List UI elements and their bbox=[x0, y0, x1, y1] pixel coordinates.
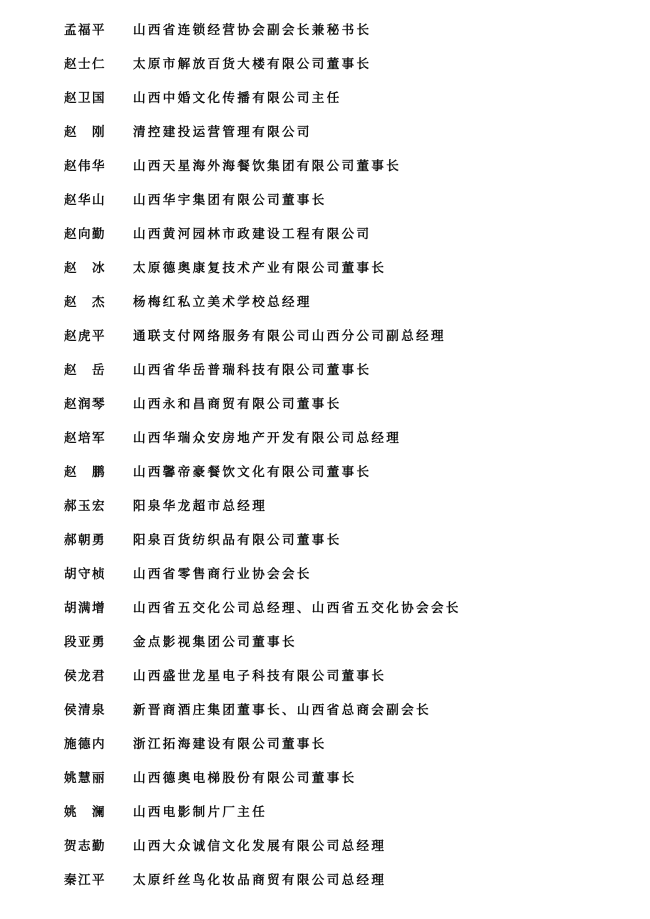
person-title: 山西黄河园林市政建设工程有限公司 bbox=[133, 226, 372, 241]
list-item bbox=[0, 324, 650, 348]
list-item bbox=[0, 766, 650, 790]
person-name: 赵虎平 bbox=[64, 328, 107, 343]
list-item bbox=[0, 18, 650, 42]
person-title: 山西省华岳普瑞科技有限公司董事长 bbox=[133, 362, 372, 377]
person-name: 姚慧丽 bbox=[64, 770, 107, 785]
list-item bbox=[0, 528, 650, 552]
person-name: 赵 鹏 bbox=[64, 464, 107, 479]
person-title: 山西电影制片厂主任 bbox=[133, 804, 268, 819]
person-title: 山西华宇集团有限公司董事长 bbox=[133, 192, 327, 207]
list-item bbox=[0, 120, 650, 144]
list-item bbox=[0, 494, 650, 518]
person-name: 赵士仁 bbox=[64, 56, 107, 71]
person-name: 赵向勤 bbox=[64, 226, 107, 241]
list-item bbox=[0, 290, 650, 314]
person-name: 赵培军 bbox=[64, 430, 107, 445]
person-title: 山西省零售商行业协会会长 bbox=[133, 566, 312, 581]
person-title: 山西盛世龙星电子科技有限公司董事长 bbox=[133, 668, 387, 683]
list-item bbox=[0, 256, 650, 280]
person-title: 山西华瑞众安房地产开发有限公司总经理 bbox=[133, 430, 402, 445]
person-name: 胡守桢 bbox=[64, 566, 107, 581]
person-title: 山西大众诚信文化发展有限公司总经理 bbox=[133, 838, 387, 853]
person-name: 施德内 bbox=[64, 736, 107, 751]
person-name: 孟福平 bbox=[64, 22, 107, 37]
person-title: 太原市解放百货大楼有限公司董事长 bbox=[133, 56, 372, 71]
person-name: 贺志勤 bbox=[64, 838, 107, 853]
person-title: 杨梅红私立美术学校总经理 bbox=[133, 294, 312, 309]
list-item bbox=[0, 834, 650, 858]
list-item bbox=[0, 868, 650, 892]
list-item bbox=[0, 222, 650, 246]
person-name: 赵伟华 bbox=[64, 158, 107, 173]
list-item bbox=[0, 698, 650, 722]
person-name: 秦江平 bbox=[64, 872, 107, 887]
person-name: 郝朝勇 bbox=[64, 532, 107, 547]
person-name: 姚 澜 bbox=[64, 804, 107, 819]
person-title: 阳泉百货纺织品有限公司董事长 bbox=[133, 532, 342, 547]
list-item bbox=[0, 460, 650, 484]
list-item bbox=[0, 800, 650, 824]
list-item bbox=[0, 664, 650, 688]
person-name: 侯龙君 bbox=[64, 668, 107, 683]
person-title: 新晋商酒庄集团董事长、山西省总商会副会长 bbox=[133, 702, 432, 717]
person-name: 胡满增 bbox=[64, 600, 107, 615]
person-name: 赵 岳 bbox=[64, 362, 107, 377]
person-title: 浙江拓海建设有限公司董事长 bbox=[133, 736, 327, 751]
person-name: 赵润琴 bbox=[64, 396, 107, 411]
list-item bbox=[0, 596, 650, 620]
person-title: 阳泉华龙超市总经理 bbox=[133, 498, 268, 513]
list-item bbox=[0, 630, 650, 654]
person-title: 山西天星海外海餐饮集团有限公司董事长 bbox=[133, 158, 402, 173]
list-item bbox=[0, 426, 650, 450]
person-title: 山西省五交化公司总经理、山西省五交化协会会长 bbox=[133, 600, 461, 615]
person-title: 山西省连锁经营协会副会长兼秘书长 bbox=[133, 22, 372, 37]
list-item bbox=[0, 154, 650, 178]
person-name: 赵卫国 bbox=[64, 90, 107, 105]
person-name: 赵 冰 bbox=[64, 260, 107, 275]
person-name: 郝玉宏 bbox=[64, 498, 107, 513]
person-name: 段亚勇 bbox=[64, 634, 107, 649]
list-item bbox=[0, 52, 650, 76]
person-title: 金点影视集团公司董事长 bbox=[133, 634, 297, 649]
person-name: 赵 杰 bbox=[64, 294, 107, 309]
person-title: 通联支付网络服务有限公司山西分公司副总经理 bbox=[133, 328, 446, 343]
list-item bbox=[0, 732, 650, 756]
list-item bbox=[0, 86, 650, 110]
person-title: 太原纤丝鸟化妆品商贸有限公司总经理 bbox=[133, 872, 387, 887]
list-item bbox=[0, 188, 650, 212]
person-title: 山西馨帝豪餐饮文化有限公司董事长 bbox=[133, 464, 372, 479]
person-name: 赵 刚 bbox=[64, 124, 107, 139]
person-title: 山西中婚文化传播有限公司主任 bbox=[133, 90, 342, 105]
person-title: 太原德奥康复技术产业有限公司董事长 bbox=[133, 260, 387, 275]
person-title: 清控建投运营管理有限公司 bbox=[133, 124, 312, 139]
person-title: 山西永和昌商贸有限公司董事长 bbox=[133, 396, 342, 411]
person-name: 侯清泉 bbox=[64, 702, 107, 717]
person-name: 赵华山 bbox=[64, 192, 107, 207]
list-item bbox=[0, 562, 650, 586]
person-title: 山西德奥电梯股份有限公司董事长 bbox=[133, 770, 357, 785]
list-item bbox=[0, 358, 650, 382]
list-item bbox=[0, 392, 650, 416]
